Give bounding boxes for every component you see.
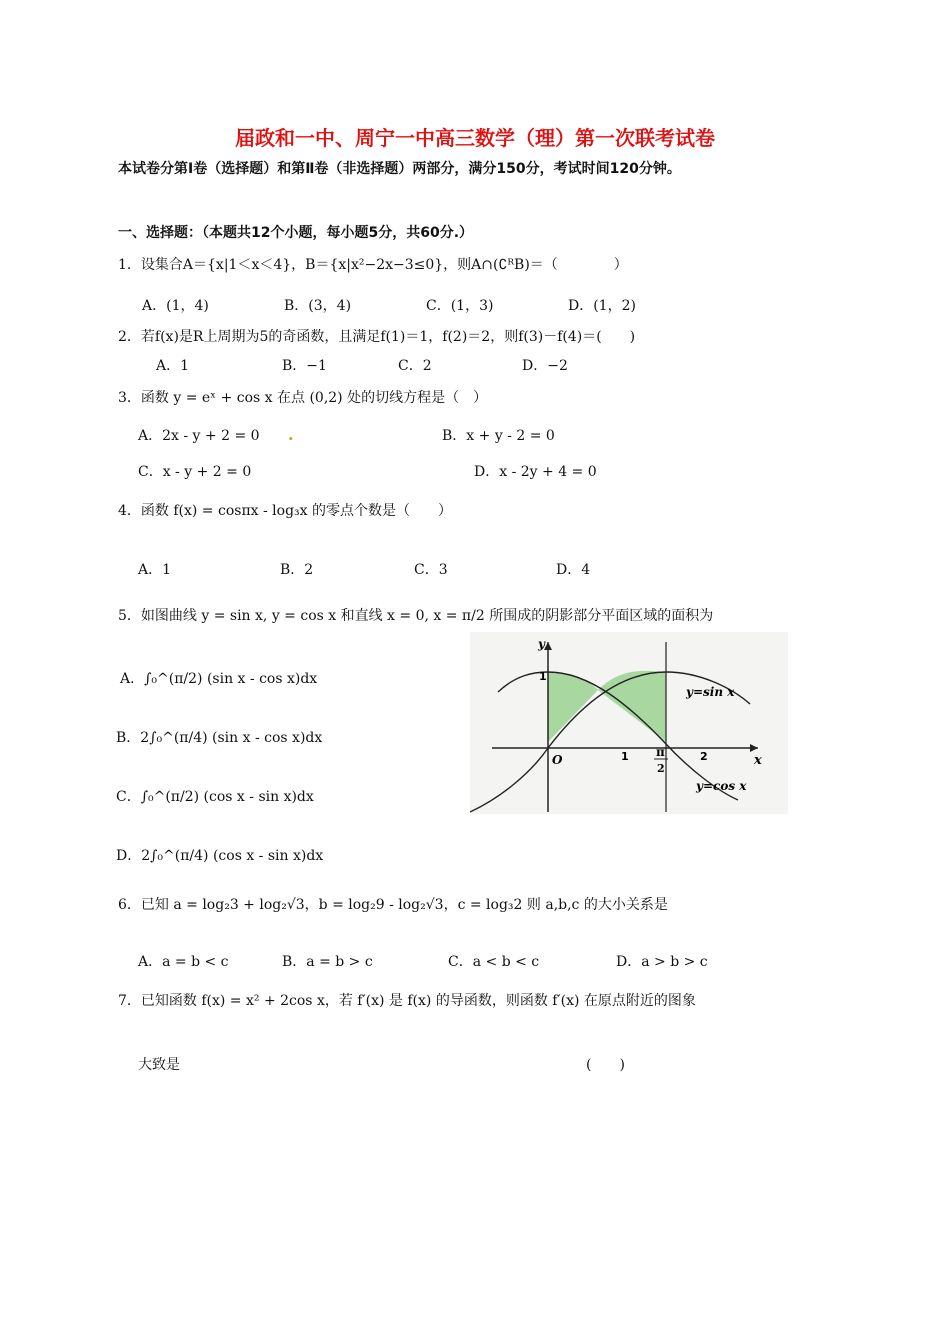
q7-answer-paren: ( ) bbox=[586, 1057, 625, 1073]
section-heading: 一、选择题：（本题共12个小题，每小题5分，共60分.） bbox=[118, 225, 474, 241]
q5-stem: 5．如图曲线 y = sin x, y = cos x 和直线 x = 0, x = π/2 所围成的阴影部分平面区域的面积为 bbox=[118, 608, 714, 624]
q4-opt-a: A．1 bbox=[138, 562, 172, 578]
sin-label: y=sin x bbox=[686, 685, 735, 699]
q4-opt-b: B．2 bbox=[280, 562, 314, 578]
tick-1-label: 1 bbox=[621, 750, 629, 763]
q3-opt-d: D．x - 2y + 4 = 0 bbox=[474, 464, 597, 480]
q5-opt-c: C．∫₀^(π/2) (cos x - sin x)dx bbox=[116, 789, 314, 805]
q3-opt-c: C．x - y + 2 = 0 bbox=[138, 464, 252, 480]
q6-stem: 6．已知 a = log₂3 + log₂√3，b = log₂9 - log₂√3，c = log₃2 则 a,b,c 的大小关系是 bbox=[118, 897, 668, 913]
q1-opt-d: D．(1，2) bbox=[568, 298, 636, 314]
tick-2-label: 2 bbox=[700, 750, 708, 763]
q2-opt-c: C．2 bbox=[398, 358, 432, 374]
tick-y1-label: 1 bbox=[539, 670, 547, 683]
q6-opt-d: D．a > b > c bbox=[616, 954, 708, 970]
sin-cos-graph bbox=[470, 632, 788, 814]
x-axis-label: x bbox=[754, 753, 762, 768]
q3-opt-a: A．2x - y + 2 = 0 bbox=[138, 428, 260, 444]
pi-label: π bbox=[656, 745, 665, 759]
page-title: 届政和一中、周宁一中高三数学（理）第一次联考试卷 bbox=[235, 126, 715, 150]
q1-opt-a: A．(1，4) bbox=[142, 298, 209, 314]
q2-opt-b: B．−1 bbox=[282, 358, 327, 374]
origin-label: O bbox=[552, 753, 563, 767]
q1-opt-c: C．(1，3) bbox=[426, 298, 494, 314]
q5-opt-b: B．2∫₀^(π/4) (sin x - cos x)dx bbox=[116, 730, 323, 746]
q1-opt-b: B．(3，4) bbox=[284, 298, 352, 314]
q3-stem: 3．函数 y = eˣ + cos x 在点 (0,2) 处的切线方程是（ ） bbox=[118, 390, 488, 406]
q1-stem: 1．设集合A＝{x|1＜x＜4}，B＝{x|x²−2x−3≤0}，则A∩(∁ᴿB)＝（ ） bbox=[118, 257, 628, 273]
q2-stem: 2．若f(x)是R上周期为5的奇函数，且满足f(1)＝1，f(2)＝2，则f(3)－f(4)＝( ) bbox=[118, 329, 636, 345]
y-axis-label: y bbox=[538, 637, 545, 651]
q5-opt-a: A．∫₀^(π/2) (sin x - cos x)dx bbox=[120, 671, 318, 687]
q5-opt-d: D．2∫₀^(π/4) (cos x - sin x)dx bbox=[116, 848, 324, 864]
q4-stem: 4．函数 f(x) = cosπx - log₃x 的零点个数是（ ） bbox=[118, 503, 452, 519]
q2-opt-d: D．−2 bbox=[522, 358, 568, 374]
pi-den-label: 2 bbox=[657, 762, 665, 775]
q7-line2: 大致是 bbox=[138, 1057, 180, 1073]
cos-label: y=cos x bbox=[696, 779, 747, 793]
q4-opt-d: D．4 bbox=[556, 562, 591, 578]
q7-stem: 7．已知函数 f(x) = x² + 2cos x，若 f′(x) 是 f(x) 的导函数，则函数 f′(x) 在原点附近的图象 bbox=[118, 993, 696, 1009]
q2-opt-a: A．1 bbox=[156, 358, 190, 374]
exam-intro: 本试卷分第Ⅰ卷（选择题）和第Ⅱ卷（非选择题）两部分，满分150分，考试时间120分钟。 bbox=[118, 161, 681, 177]
q6-opt-a: A．a = b < c bbox=[138, 954, 229, 970]
q4-opt-c: C．3 bbox=[414, 562, 448, 578]
q6-opt-c: C．a < b < c bbox=[448, 954, 540, 970]
q3-opt-b: B．x + y - 2 = 0 bbox=[442, 428, 555, 444]
q6-opt-b: B．a = b > c bbox=[282, 954, 373, 970]
stray-dot: . bbox=[288, 425, 294, 444]
